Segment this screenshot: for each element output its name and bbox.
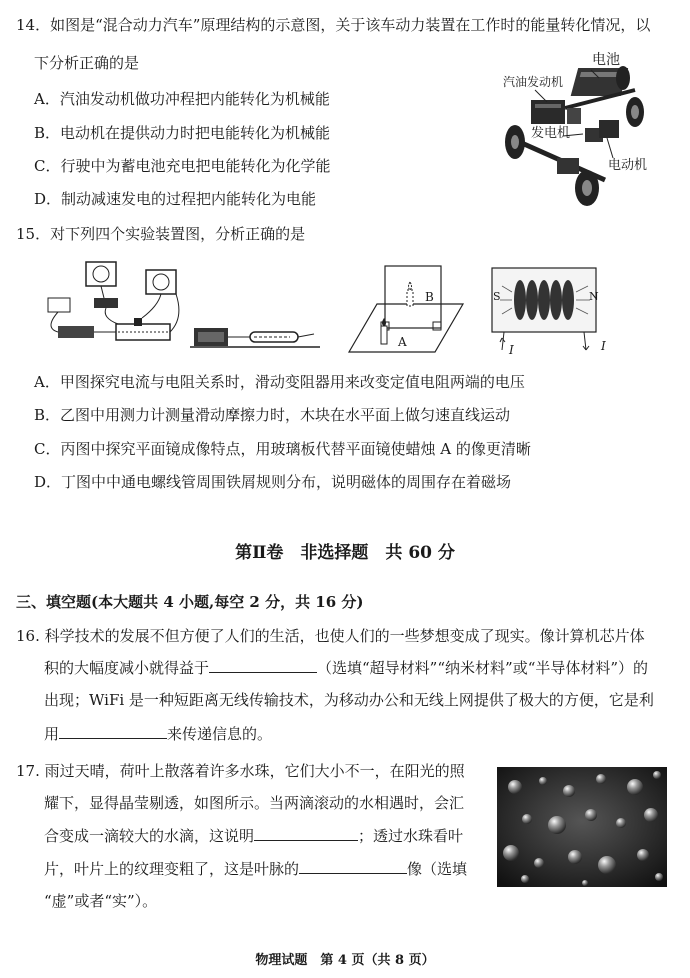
q16-line4-text-b: 来传递信息的。 bbox=[167, 725, 273, 743]
q16-line4-text-a: 用 bbox=[44, 725, 60, 743]
q16-line4 bbox=[44, 723, 272, 744]
engine-label: 汽油发动机 bbox=[503, 75, 564, 89]
q16-answer-blank-1[interactable] bbox=[209, 657, 317, 673]
q17-answer-blank-2[interactable] bbox=[299, 858, 407, 874]
motor-label: 电动机 bbox=[608, 158, 648, 173]
q17-line3-text-a: 合变成一滴较大的水滴，这说明 bbox=[44, 827, 255, 845]
candle-a-label: A bbox=[398, 335, 407, 349]
page-footer: 物理试题 第 4 页（共 8 页） bbox=[255, 953, 435, 968]
q16-line2-text-a: 积的大幅度减小就得益于 bbox=[44, 659, 210, 677]
q15-option-b: B．乙图中用测力计测量滑动摩擦力时，木块在水平面上做匀速直线运动 bbox=[34, 406, 511, 424]
q14-stem: 14．如图是“混合动力汽车”原理结构的示意图，关于该车动力装置在工作时的能量转化情况，以 bbox=[16, 16, 651, 34]
solenoid-n-label: N bbox=[589, 290, 599, 303]
q14-option-b: B．电动机在提供动力时把电能转化为机械能 bbox=[34, 124, 331, 142]
q14-stem-cont: 下分析正确的是 bbox=[34, 54, 140, 72]
q17-answer-blank-1[interactable] bbox=[254, 825, 358, 841]
q16-line2-text-b: （选填“超导材料”“纳米材料”或“半导体材料”）的 bbox=[317, 659, 649, 677]
q17-line3-text-b: ；透过水珠看叶 bbox=[358, 827, 464, 845]
candle-b-label: B bbox=[425, 290, 434, 304]
solenoid-experiment-figure bbox=[490, 266, 600, 356]
section-title: 第Ⅱ卷 非选择题 共 60 分 bbox=[235, 543, 455, 563]
solenoid-s-label: S bbox=[493, 290, 501, 303]
friction-experiment-figure bbox=[190, 322, 320, 352]
q17-line5: “虚”或者“实”）。 bbox=[44, 892, 158, 910]
q15-option-d: D．丁图中中通电螺线管周围铁屑规则分布，说明磁体的周围存在着磁场 bbox=[34, 473, 512, 491]
water-droplets-photo bbox=[497, 767, 667, 887]
q17-line4-text-b: 像（选填 bbox=[407, 860, 468, 878]
q17-line4-text-a: 片，叶片上的纹理变粗了，这是叶脉的 bbox=[44, 860, 300, 878]
q16-answer-blank-2[interactable] bbox=[59, 723, 167, 739]
q15-option-a: A．甲图探究电流与电阻关系时，滑动变阻器用来改变定值电阻两端的电压 bbox=[34, 373, 525, 391]
current-label-left: I bbox=[509, 343, 514, 357]
circuit-experiment-figure bbox=[38, 258, 188, 354]
q17-line4 bbox=[44, 858, 467, 879]
q14-option-c: C．行驶中为蓄电池充电把电能转化为化学能 bbox=[34, 157, 331, 175]
battery-label: 电池 bbox=[592, 52, 620, 68]
q16-line3: 出现；WiFi 是一种短距离无线传输技术，为移动办公和无线上网提供了极大的方便，它是利 bbox=[44, 691, 654, 709]
current-label-right: I bbox=[601, 339, 606, 353]
q14-option-d: D．制动减速发电的过程把内能转化为电能 bbox=[34, 190, 317, 208]
q16-line1: 16. 科学技术的发展不但方便了人们的生活，也使人们的一些梦想变成了现实。像计算机芯片体 bbox=[16, 627, 645, 645]
q17-line3 bbox=[44, 825, 463, 846]
q17-line1: 17. 雨过天晴，荷叶上散落着许多水珠，它们大小不一，在阳光的照 bbox=[16, 762, 465, 780]
generator-label: 发电机 bbox=[531, 126, 571, 141]
q15-stem: 15．对下列四个实验装置图，分析正确的是 bbox=[16, 225, 306, 243]
q16-line2 bbox=[44, 657, 648, 678]
q17-line2: 耀下，显得晶莹剔透，如图所示。当两滴滚动的水相遇时，会汇 bbox=[44, 794, 465, 812]
part3-heading: 三、填空题(本大题共 4 小题,每空 2 分，共 16 分) bbox=[16, 593, 364, 611]
q14-option-a: A．汽油发动机做功冲程把内能转化为机械能 bbox=[34, 90, 330, 108]
q15-option-c: C．丙图中探究平面镜成像特点，用玻璃板代替平面镜使蜡烛 A 的像更清晰 bbox=[34, 440, 531, 458]
